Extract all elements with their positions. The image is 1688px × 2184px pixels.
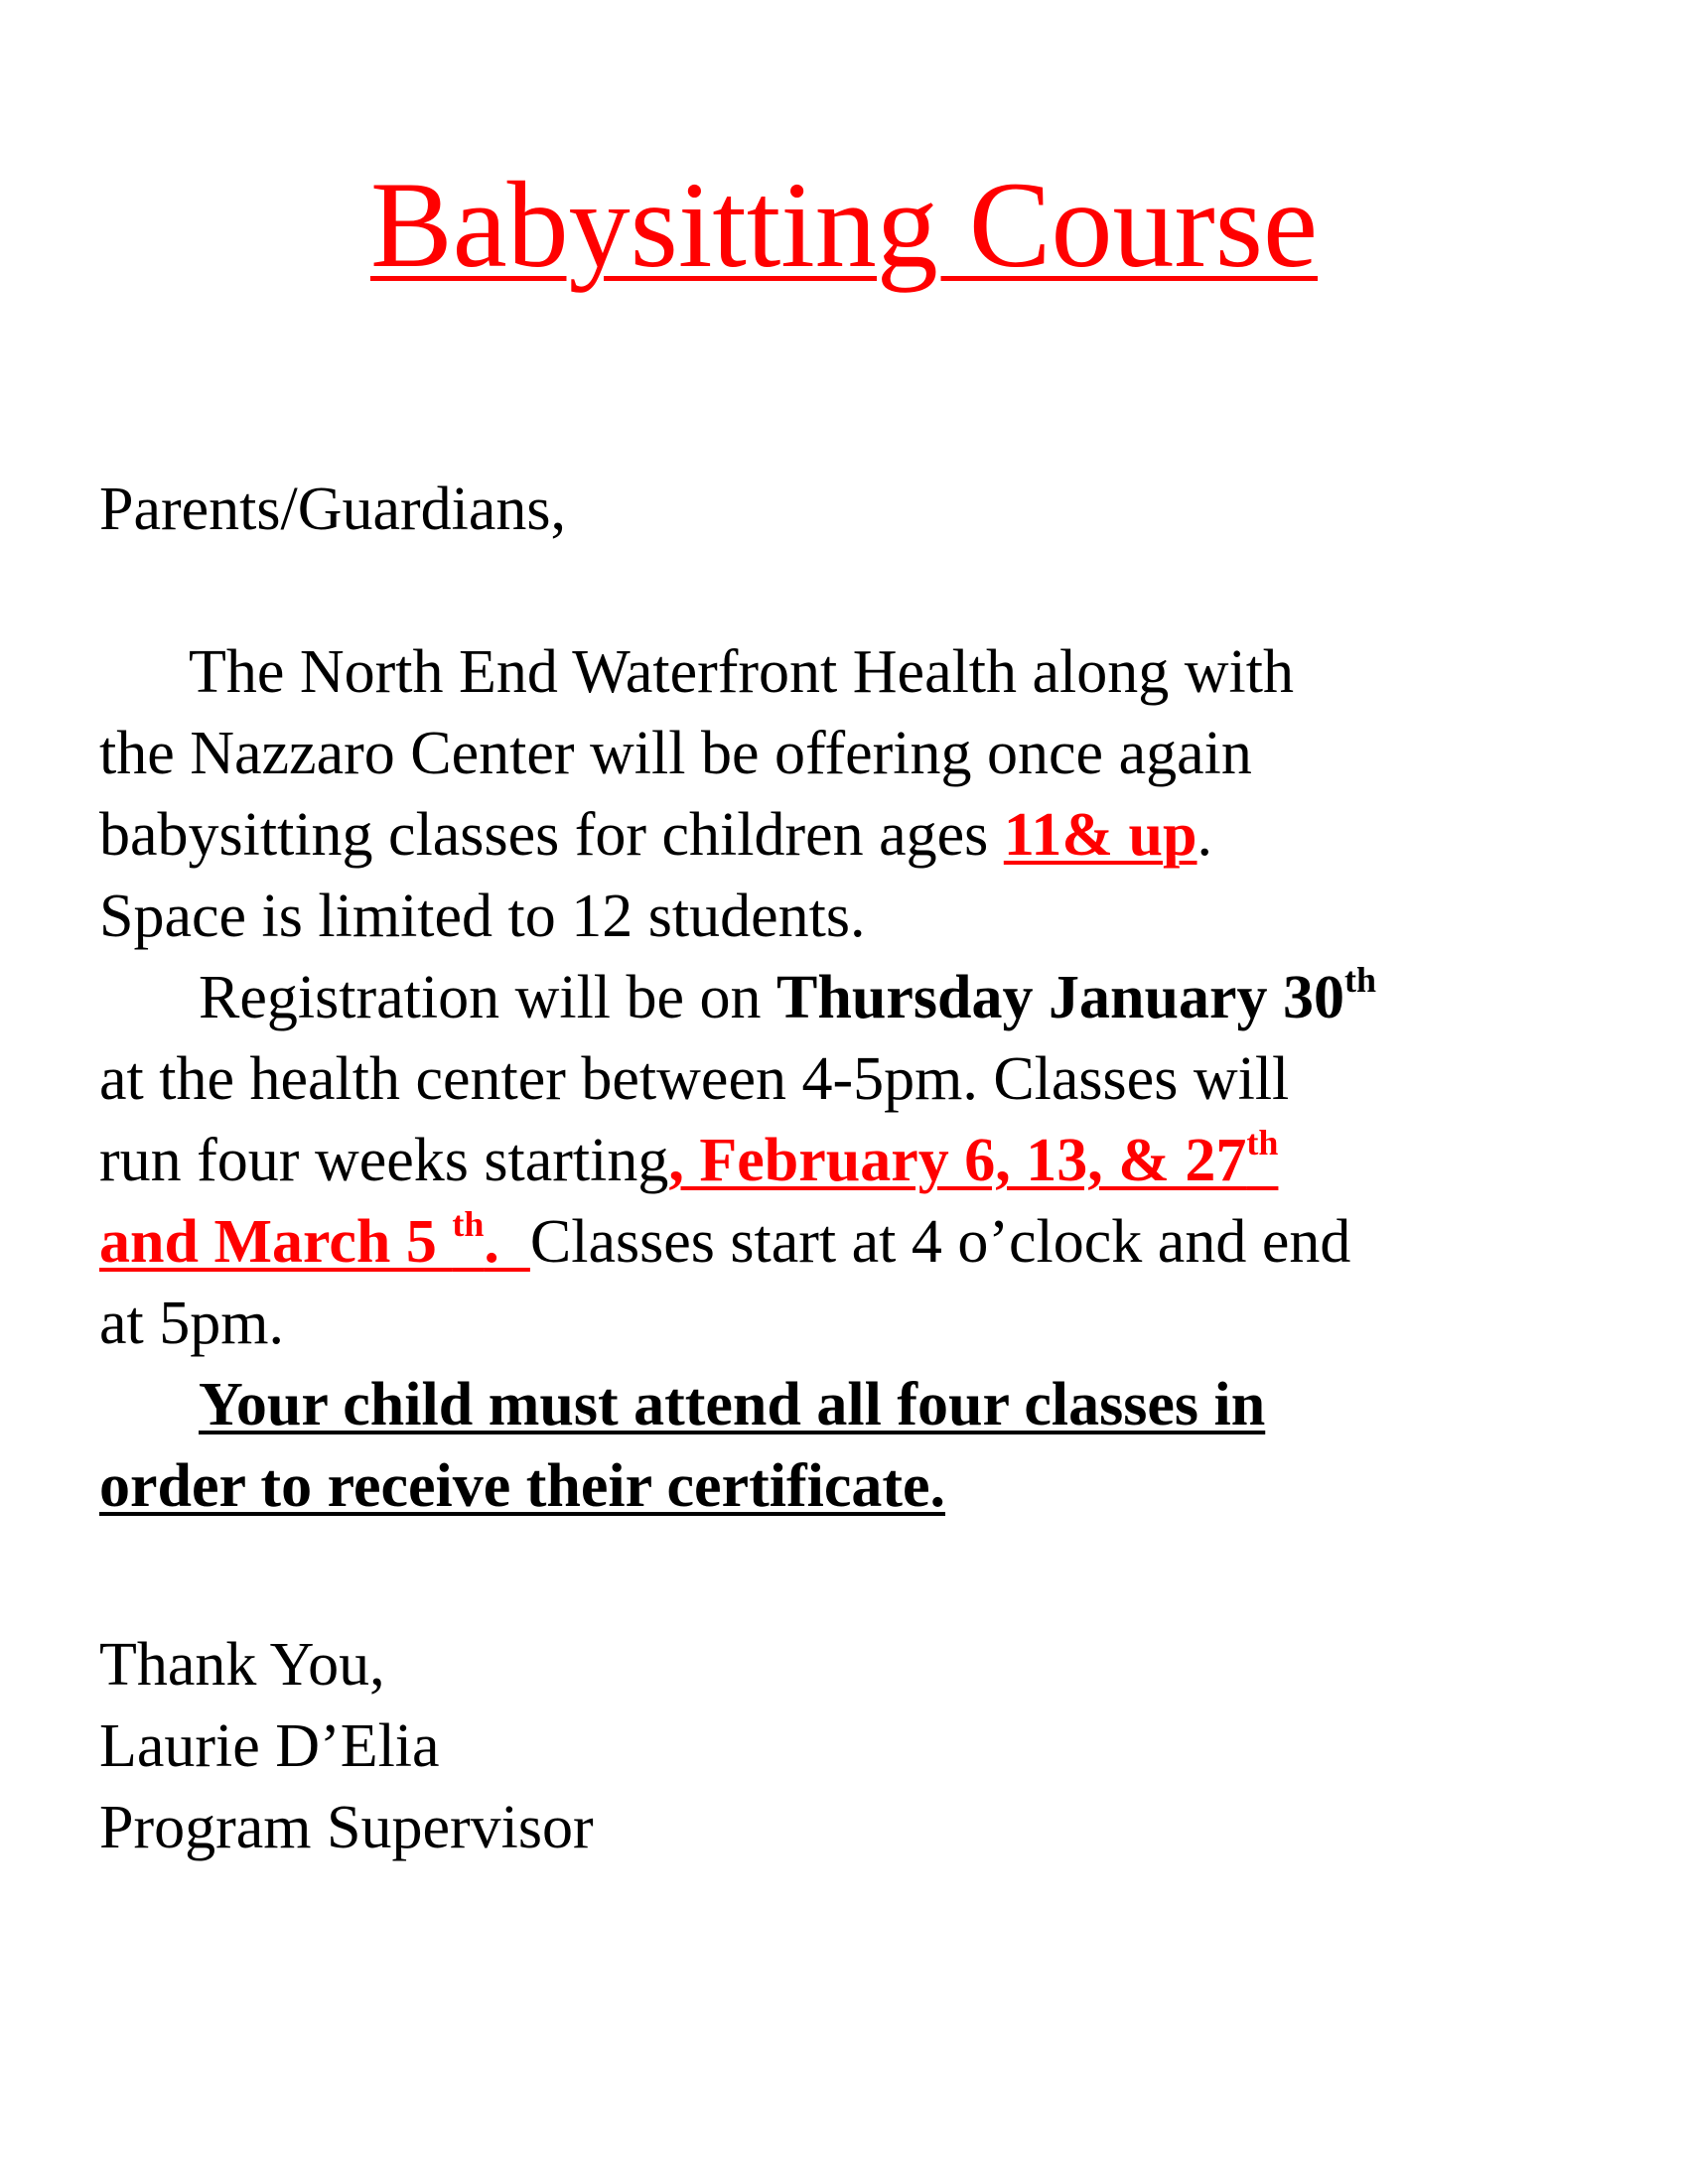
letter-line [99,1283,1609,1364]
closing-thanks: Thank You, [99,1631,385,1699]
letter-line [99,1445,1609,1527]
registration-text: Registration will be on [199,964,777,1031]
class-dates: , February 6, 13, & 27th [668,1123,1279,1194]
letter-line [99,1038,1609,1120]
schedule-text: at 5pm. [99,1290,284,1357]
greeting: Parents/Guardians, [99,476,567,543]
signer-name: Laurie D’Elia [99,1712,440,1780]
attendance-notice: order to receive their certificate. [99,1452,946,1520]
age-range: 11& up [1003,801,1197,869]
letter-line [99,1120,1609,1201]
letter-line [99,631,1609,713]
letter-body [99,631,1609,1527]
registration-date: Thursday January 30th [776,960,1376,1031]
letter-line [99,957,1609,1038]
letter-line [99,713,1609,794]
signer-role: Program Supervisor [99,1794,594,1861]
letter-line [99,794,1609,876]
capacity-text: Space is limited to 12 students. [99,883,866,950]
schedule-text: Classes start at 4 o’clock and end [529,1208,1351,1276]
intro-text: the Nazzaro Center will be offering once again [99,720,1252,787]
letter-line [99,1364,1609,1445]
schedule-text: run four weeks starting [99,1127,669,1194]
intro-text: The North End Waterfront Health along with [189,638,1295,706]
page-title: Babysitting Course [369,157,1319,293]
class-dates: and March 5 $^{th}$. [99,1204,530,1276]
letter-line [99,876,1609,957]
intro-text: babysitting classes for children ages [99,801,1004,869]
attendance-notice: Your child must attend all four classes in [199,1371,1266,1438]
signature-block [99,1624,1609,1868]
registration-text: at the health center between 4-5pm. Classes will [99,1045,1290,1113]
intro-text: . [1196,801,1213,869]
letter-line [99,1201,1609,1283]
